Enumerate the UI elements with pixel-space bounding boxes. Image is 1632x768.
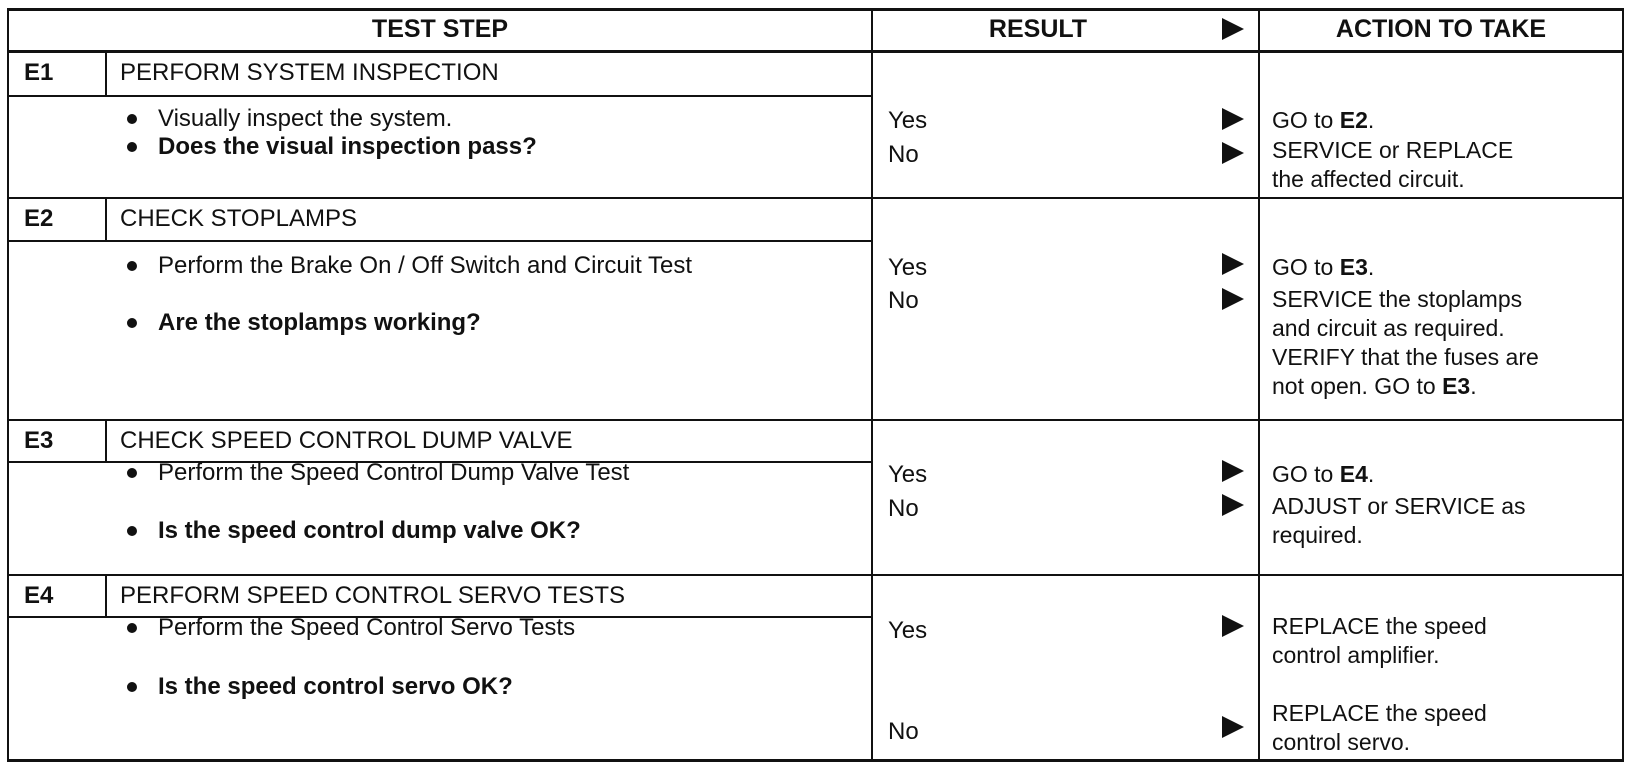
table-border-bottom <box>7 759 1624 762</box>
bullet-icon <box>127 526 137 536</box>
action-text <box>1272 460 1374 489</box>
step-id-divider <box>105 575 107 616</box>
header-test-step: TEST STEP <box>371 15 509 43</box>
arrow-right-icon <box>1222 460 1244 482</box>
section-divider <box>7 574 1624 576</box>
action-line: REPLACE the speed <box>1272 700 1487 726</box>
arrow-right-icon <box>1222 494 1244 516</box>
action-text <box>1272 699 1487 757</box>
arrow-right-icon <box>1222 615 1244 637</box>
action-line: GO to E3. <box>1272 254 1375 280</box>
step-title: CHECK STOPLAMPS <box>120 205 357 232</box>
bullet-icon <box>127 623 137 633</box>
step-id: E2 <box>24 205 54 232</box>
step-title-divider <box>7 240 873 242</box>
action-line: the affected circuit. <box>1272 166 1465 192</box>
action-line: ADJUST or SERVICE as <box>1272 493 1526 519</box>
action-line: GO to E4. <box>1272 461 1375 487</box>
step-question: Is the speed control dump valve OK? <box>158 517 581 544</box>
step-id-divider <box>105 198 107 240</box>
step-id: E3 <box>24 427 54 454</box>
result-label: Yes <box>888 617 928 644</box>
step-title: PERFORM SPEED CONTROL SERVO TESTS <box>120 582 625 609</box>
bullet-icon <box>127 682 137 692</box>
result-label: No <box>888 495 919 522</box>
arrow-right-icon <box>1222 253 1244 275</box>
action-column-divider <box>1258 8 1260 762</box>
step-title-divider <box>7 95 873 97</box>
step-id-divider <box>105 420 107 461</box>
result-label: Yes <box>888 254 928 281</box>
action-line: REPLACE the speed <box>1272 613 1487 639</box>
section-divider <box>7 197 1624 199</box>
step-instruction: Perform the Brake On / Off Switch and Circuit Test <box>158 252 692 279</box>
step-question: Does the visual inspection pass? <box>158 133 537 160</box>
step-instruction: Perform the Speed Control Servo Tests <box>158 614 576 641</box>
result-label: No <box>888 718 919 745</box>
step-question: Are the stoplamps working? <box>158 309 481 336</box>
action-text <box>1272 285 1539 401</box>
bullet-icon <box>127 468 137 478</box>
arrow-right-icon <box>1222 288 1244 310</box>
result-label: No <box>888 141 919 168</box>
table-border-top <box>7 8 1624 11</box>
step-id: E1 <box>24 59 54 86</box>
step-id-divider <box>105 51 107 95</box>
action-line: control servo. <box>1272 729 1411 755</box>
step-instruction: Visually inspect the system. <box>158 105 453 132</box>
bullet-icon <box>127 114 137 124</box>
action-text <box>1272 136 1513 194</box>
result-label: No <box>888 287 919 314</box>
step-id: E4 <box>24 582 54 609</box>
action-line: control amplifier. <box>1272 642 1440 668</box>
action-line: and circuit as required. <box>1272 315 1505 341</box>
action-text <box>1272 253 1374 282</box>
arrow-right-icon <box>1222 142 1244 164</box>
arrow-right-icon <box>1222 716 1244 738</box>
table-border-right <box>1622 8 1624 762</box>
header-divider <box>7 50 1624 53</box>
step-title: PERFORM SYSTEM INSPECTION <box>120 59 499 86</box>
result-label: Yes <box>888 107 928 134</box>
action-line: SERVICE the stoplamps <box>1272 286 1523 312</box>
action-text <box>1272 612 1487 670</box>
action-line: not open. GO to E3. <box>1272 373 1477 399</box>
bullet-icon <box>127 142 137 152</box>
section-divider <box>7 419 1624 421</box>
bullet-icon <box>127 261 137 271</box>
step-instruction: Perform the Speed Control Dump Valve Test <box>158 459 630 486</box>
header-result: RESULT <box>988 15 1088 43</box>
action-text <box>1272 106 1374 135</box>
action-line: VERIFY that the fuses are <box>1272 344 1539 370</box>
action-line: SERVICE or REPLACE <box>1272 137 1514 163</box>
table-border-left <box>7 8 9 762</box>
bullet-icon <box>127 318 137 328</box>
result-label: Yes <box>888 461 928 488</box>
action-line: GO to E2. <box>1272 107 1375 133</box>
result-column-divider <box>871 8 873 762</box>
header-action-to-take: ACTION TO TAKE <box>1335 15 1547 43</box>
action-text <box>1272 492 1526 550</box>
action-line: required. <box>1272 522 1363 548</box>
step-title: CHECK SPEED CONTROL DUMP VALVE <box>120 427 573 454</box>
arrow-right-icon <box>1222 18 1244 40</box>
arrow-right-icon <box>1222 108 1244 130</box>
step-question: Is the speed control servo OK? <box>158 673 513 700</box>
